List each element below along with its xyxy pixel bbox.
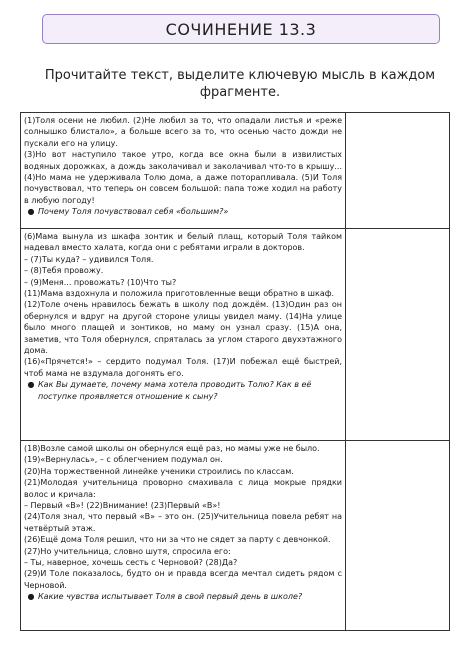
paragraph: (27)Но учительница, словно шутя, спросила его: xyxy=(24,546,231,556)
paragraph: (20)На торжественной линейке ученики строились по классам. xyxy=(24,466,294,476)
answer-cell[interactable] xyxy=(346,113,450,229)
paragraph: (18)Возле самой школы он обернулся ещё раз, но мамы уже не было. xyxy=(24,444,320,453)
question-item xyxy=(24,379,342,402)
question-item xyxy=(24,591,342,602)
bullet-icon: ● xyxy=(27,592,35,602)
paragraph: (3)Но вот наступило такое утро, когда все окна были в извилистых водяных дорожках, а дождь заколачивал и заколачивал что-то в крышу... (4)Но мама не удерживала Толю дома, а даже поторапливала. (5)И Толя почувствовал, что теперь он совсем большой: папа тоже ходил на работу в любую погоду! xyxy=(24,150,342,205)
bullet-icon: ● xyxy=(27,380,35,390)
answer-cell[interactable] xyxy=(346,441,450,631)
paragraph: (26)Ещё дома Толя решил, что ни за что не сядет за парту с девчонкой. xyxy=(24,535,331,545)
bullet-icon: ● xyxy=(27,207,35,217)
table-row xyxy=(21,113,450,229)
paragraph: (24)Толя знал, что первый «В» – это он. (25)Учительница повела ребят на четвёртый этаж. xyxy=(24,512,342,533)
paragraph: – (7)Ты куда? – удивился Толя. xyxy=(24,254,154,264)
essay-table xyxy=(20,112,450,631)
paragraph: (21)Молодая учительница проворно смахивала с лица мокрые прядки волос и кричала: xyxy=(24,478,342,499)
paragraph: (11)Мама вздохнула и положила приготовленные вещи обратно в шкаф. xyxy=(24,289,335,299)
title-box xyxy=(42,14,440,44)
table-row xyxy=(21,229,450,441)
paragraph: – Ты, наверное, хочешь сесть с Черновой? (28)Да? xyxy=(24,558,238,568)
question-text: Какие чувства испытывает Толя в свой первый день в школе? xyxy=(38,592,303,602)
question-item xyxy=(24,206,342,217)
paragraph: – (8)Тебя провожу. xyxy=(24,266,104,276)
paragraph: – (9)Меня... провожать? (10)Что ты? xyxy=(24,277,177,287)
table-row xyxy=(21,441,450,631)
paragraph: – Первый «В»! (22)Внимание! (23)Первый «В»! xyxy=(24,501,221,511)
text-cell xyxy=(21,113,346,229)
answer-cell[interactable] xyxy=(346,229,450,441)
page-title: СОЧИНЕНИЕ 13.3 xyxy=(165,19,317,39)
text-cell xyxy=(21,441,346,631)
text-cell xyxy=(21,229,346,441)
paragraph: (19)«Вернулась», – с облегчением подумал он. xyxy=(24,455,223,465)
paragraph: (29)И Толе показалось, будто он и правда всегда мечтал сидеть рядом с Черновой. xyxy=(24,569,342,590)
paragraph: (1)Толя осени не любил. (2)Не любил за то, что опадали листья и «реже солнышко блистало», а больше всего за то, что осенью часто дожди не пускали его на улицу. xyxy=(24,116,342,148)
paragraph: (16)«Прячется!» – сердито подумал Толя. (17)И побежал ещё быстрей, чтоб мама не вздумала догонять его. xyxy=(24,357,342,378)
question-text: Как Вы думаете, почему мама хотела проводить Толю? Как в её поступке проявляется отношение к сыну? xyxy=(38,380,312,401)
instruction-text: Прочитайте текст, выделите ключевую мысль в каждом фрагменте. xyxy=(44,68,436,100)
paragraph: (12)Толе очень нравилось бежать в школу под дождём. (13)Один раз он обернулся и вдруг на другой стороне улицы увидел маму. (14)На улице было много плащей и зонтиков, но маму он узнал сразу. (15)А она, заметив, что Толя обернулся, спряталась за углом старого двухэтажного дома. xyxy=(24,300,342,356)
paragraph: (6)Мама вынула из шкафа зонтик и белый плащ, который Толя тайком надевал вместо халата, когда они с ребятами играли в докторов. xyxy=(24,232,342,253)
question-text: Почему Толя почувствовал себя «большим?» xyxy=(38,207,229,217)
